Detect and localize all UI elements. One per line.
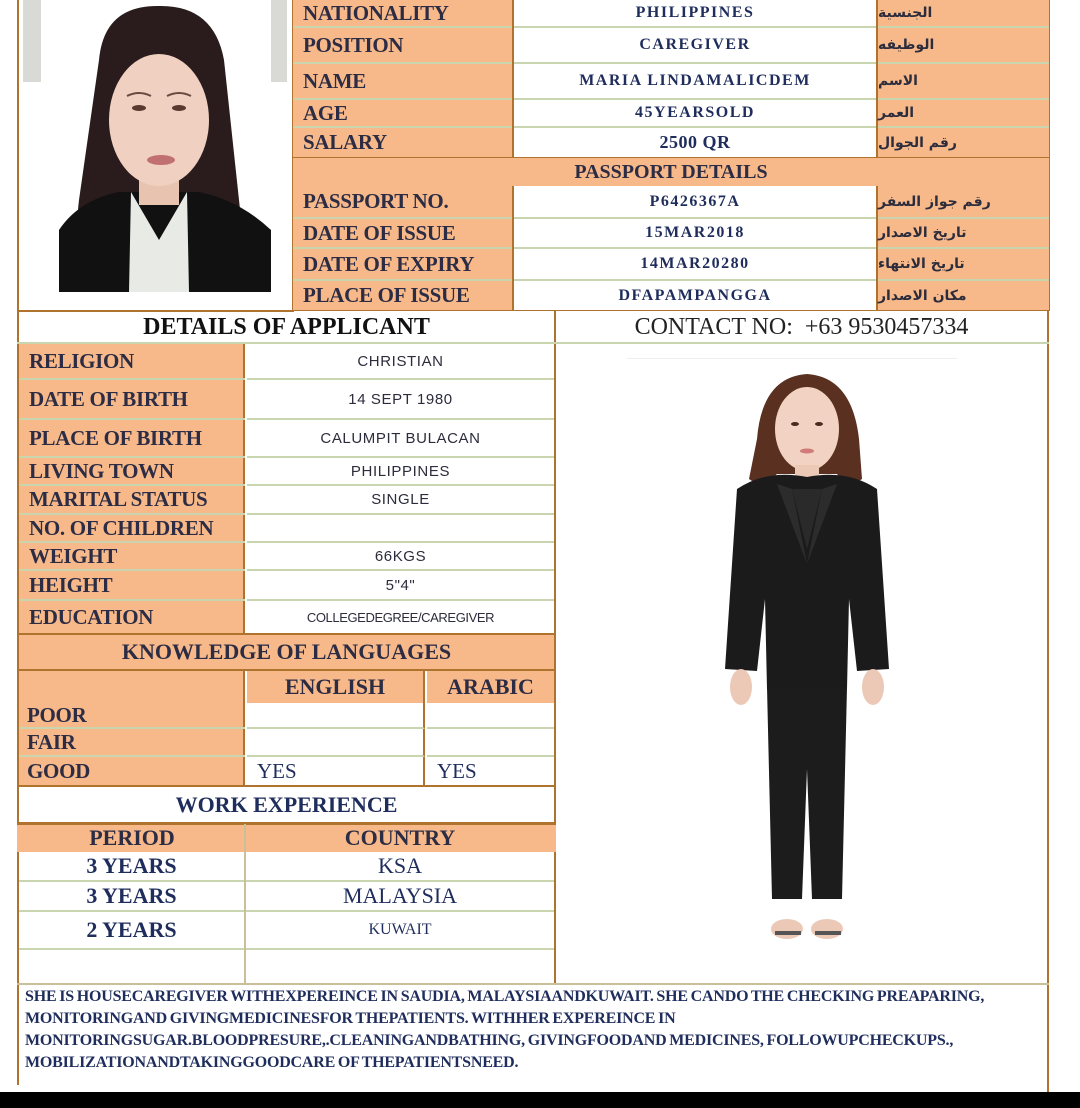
label-salary: SALARY: [303, 130, 387, 154]
value-date-of-issue: 15MAR2018: [514, 219, 876, 249]
value-education: COLLEGEDEGREE/CAREGIVER: [306, 609, 495, 625]
good-arabic-cell: YES: [437, 758, 477, 783]
label-position: POSITION: [293, 28, 512, 64]
label-date-of-issue: DATE OF ISSUE: [293, 219, 512, 249]
value-place-of-issue: DFAPAMPANGGA: [618, 286, 772, 304]
value-living-town: PHILIPPINES: [247, 458, 554, 486]
work-country-3: [246, 950, 554, 984]
work-experience-header: WORK EXPERIENCE: [175, 791, 398, 817]
fair-english-cell: [247, 729, 425, 757]
passport-details-header: PASSPORT DETAILS: [292, 157, 1050, 187]
label-place-of-issue: PLACE OF ISSUE: [303, 283, 470, 307]
value-age: 45YEARSOLD: [514, 100, 876, 128]
applicant-table: [17, 344, 556, 634]
work-period-3: [19, 950, 244, 984]
label-place-of-birth: PLACE OF BIRTH: [19, 420, 245, 458]
work-country-0: KSA: [246, 852, 554, 882]
arabic-name: الاسم: [878, 64, 1049, 100]
value-date-of-birth: 14 SEPT 1980: [247, 380, 554, 420]
label-living-town: LIVING TOWN: [19, 458, 245, 486]
arabic-place-of-issue: مكان الاصدار: [878, 287, 967, 304]
work-country-1: MALAYSIA: [246, 882, 554, 912]
top-info-table: [292, 0, 1050, 158]
portrait-illustration: [39, 0, 279, 295]
languages-col-english: ENGLISH: [247, 671, 425, 703]
value-name: MARIA LINDAMALICDEM: [514, 64, 876, 100]
arabic-passport-no: رقم جواز السفر: [878, 186, 1049, 219]
arabic-age: العمر: [878, 100, 1049, 128]
photo-top-line: [627, 358, 957, 359]
full-body-photo: [557, 344, 1047, 984]
work-col-country: COUNTRY: [344, 825, 456, 850]
arabic-date-of-issue: تاريخ الاصدار: [878, 219, 1049, 249]
value-height: 5"4": [247, 571, 554, 601]
fair-arabic-cell: [427, 729, 554, 757]
label-age: AGE: [293, 100, 512, 128]
level-good: GOOD: [27, 758, 90, 783]
value-passport-no: P6426367A: [514, 186, 876, 219]
level-poor: POOR: [19, 703, 245, 729]
bottom-black-bar: [0, 1092, 1080, 1108]
label-date-of-expiry: DATE OF EXPIRY: [293, 249, 512, 281]
label-name: NAME: [293, 64, 512, 100]
work-period-2: 2 YEARS: [19, 912, 244, 950]
level-fair: FAIR: [19, 729, 245, 757]
languages-col-arabic: ARABIC: [427, 671, 554, 703]
value-date-of-expiry: 14MAR20280: [514, 249, 876, 281]
value-position: CAREGIVER: [514, 28, 876, 64]
value-place-of-birth: CALUMPIT BULACAN: [247, 420, 554, 458]
arabic-salary: رقم الجوال: [878, 134, 957, 151]
label-religion: RELIGION: [19, 344, 245, 380]
work-table: [17, 822, 556, 984]
label-marital-status: MARITAL STATUS: [19, 486, 245, 515]
work-col-period: PERIOD: [89, 825, 175, 850]
description-text: SHE IS HOUSECAREGIVER WITHEXPEREINCE IN SAUDIA, MALAYSIAANDKUWAIT. SHE CANDO THE CHECKING PREAPARING, MONITORINGAND GIVINGMEDICINESFOR THEPATIENTS. WITHHER EXPEREINCE IN MONITORINGSUGAR.BLOODPRESURE,.CLEANINGANDBATHING, GIVINGFOODAND MEDICINES, FOLLOWUPCHECKUPS., MOBILIZATIONANDTAKINGGOODCARE OF THEPATIENTSNEED.: [25, 988, 985, 1071]
full-body-illustration: [697, 369, 937, 969]
arabic-nationality: الجنسية: [878, 0, 1049, 28]
label-education: EDUCATION: [29, 604, 154, 629]
poor-arabic-cell: [427, 703, 554, 729]
poor-english-cell: [247, 703, 425, 729]
value-no-of-children: [247, 515, 554, 543]
languages-header: KNOWLEDGE OF LANGUAGES: [19, 633, 554, 671]
description-top-border: [17, 983, 1049, 985]
arabic-date-of-expiry: تاريخ الانتهاء: [878, 249, 1049, 281]
label-nationality: NATIONALITY: [293, 0, 512, 28]
label-no-of-children: NO. OF CHILDREN: [19, 515, 245, 543]
languages-corner-cell: [19, 671, 245, 703]
arabic-position: الوظيفه: [878, 28, 1049, 64]
label-height: HEIGHT: [19, 571, 245, 601]
label-weight: WEIGHT: [19, 543, 245, 571]
value-nationality: PHILIPPINES: [514, 0, 876, 28]
work-country-2: KUWAIT: [246, 912, 554, 950]
value-weight: 66KGS: [247, 543, 554, 571]
value-religion: CHRISTIAN: [247, 344, 554, 380]
label-date-of-birth: DATE OF BIRTH: [19, 380, 245, 420]
work-period-1: 3 YEARS: [19, 882, 244, 912]
details-of-applicant-title: DETAILS OF APPLICANT: [143, 313, 430, 340]
value-salary: 2500 QR: [659, 132, 731, 152]
passport-table: [292, 186, 1050, 311]
label-passport-no: PASSPORT NO.: [293, 186, 512, 219]
contact-number: CONTACT NO: +63 9530457334: [634, 313, 969, 340]
portrait-photo: [19, 0, 292, 310]
value-marital-status: SINGLE: [247, 486, 554, 515]
good-english-cell: YES: [247, 757, 425, 785]
languages-table: [19, 671, 554, 786]
work-period-0: 3 YEARS: [19, 852, 244, 882]
